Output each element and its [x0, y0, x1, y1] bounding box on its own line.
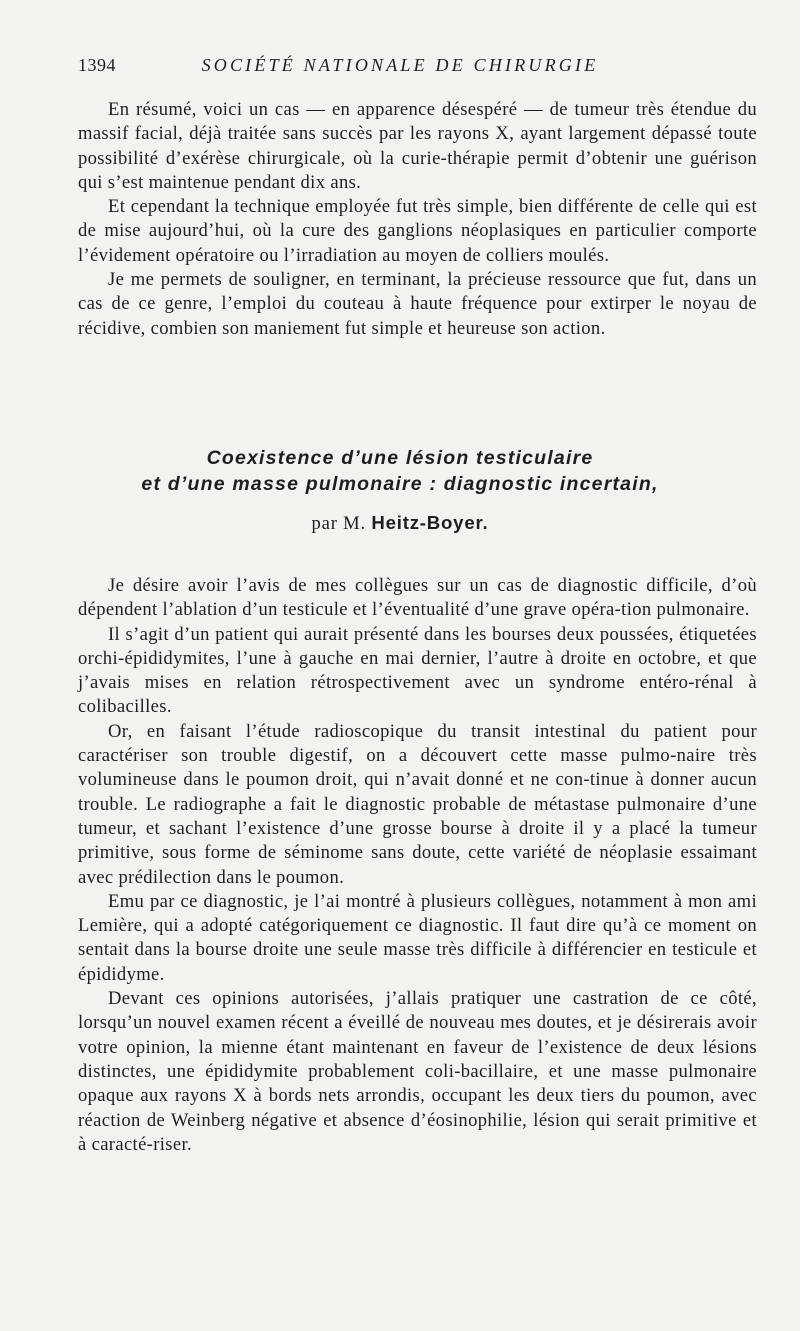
- author-name: Heitz-Boyer.: [371, 512, 489, 533]
- paragraph: Je me permets de souligner, en terminant, la précieuse ressource que fut, dans un cas de ce genre, l’emploi du couteau à haute fréquence pour extirper le noyau de récidive, combien son maniement fut simple et heureuse son action.: [78, 269, 757, 339]
- byline: [0, 512, 800, 535]
- paragraph: Il s’agit d’un patient qui aurait présenté dans les bourses deux poussées, étiquetées orchi-épididymites, l’une à gauche en mai dernier, l’autre à droite en octobre, et que j’avais mises en relation rétrospectivement avec un syndrome entéro-rénal à colibacilles.: [78, 623, 757, 718]
- article-title-line: et d’une masse pulmonaire : diagnostic incertain,: [141, 473, 659, 495]
- page-number: 1394: [78, 55, 116, 75]
- paragraph: Je désire avoir l’avis de mes collègues sur un cas de diagnostic difficile, d’où dépendent l’ablation d’un testicule et l’éventualité d’une grave opéra-tion pulmonaire.: [78, 575, 757, 621]
- article-body: [78, 574, 757, 1157]
- article-title-line: Coexistence d’une lésion testiculaire: [206, 447, 594, 469]
- byline-prefix: par M.: [311, 513, 366, 534]
- paragraph: Devant ces opinions autorisées, j’allais pratiquer une castration de ce côté, lorsqu’un nouvel examen récent a éveillé de nouveau mes doutes, et je désirerais avoir votre opinion, la mienne étant maintenant en faveur de l’existence de deux lésions distinctes, une épididymite probablement coli-bacillaire, et une masse pulmonaire opaque aux rayons X à bords nets arrondis, occupant les deux tiers du poumon, avec réaction de Weinberg négative et absence d’éosinophilie, lésion qui serait primitive et à caracté-riser.: [78, 988, 757, 1155]
- paragraph: Emu par ce diagnostic, je l’ai montré à plusieurs collègues, notamment à mon ami Lemière, qui a adopté catégoriquement ce diagnostic. Il faut dire qu’à ce moment on sentait dans la bourse droite une seule masse très difficile à différencier en testicule et épididyme.: [78, 890, 757, 985]
- article-title: [0, 445, 800, 497]
- paragraph: Or, en faisant l’étude radioscopique du transit intestinal du patient pour caractériser son trouble digestif, on a découvert cette masse pulmo-naire très volumineuse dans le poumon droit, qui n’avait donné et ne con-tinue à donner aucun trouble. Le radiographe a fait le diagnostic probable de métastase pulmonaire d’une tumeur, et sachant l’existence d’une grosse bourse à droite il y a placé la tumeur primitive, sous forme de séminome sans doute, cette variété de néoplasie essaimant avec prédilection dans le poumon.: [78, 720, 757, 888]
- running-header: [0, 55, 800, 81]
- paragraph: En résumé, voici un cas — en apparence désespéré — de tumeur très étendue du massif facial, déjà traitée sans succès par les rayons X, ayant largement dépassé toute possibilité d’exérèse chirurgicale, où la curie-thérapie permit d’obtenir une guérison qui s’est maintenue pendant dix ans.: [78, 99, 757, 193]
- paragraph: Et cependant la technique employée fut très simple, bien différente de celle qui est de mise aujourd’hui, où la cure des ganglions néoplasiques en particulier comporte l’évidement opératoire ou l’irradiation au moyen de colliers moulés.: [78, 196, 757, 266]
- journal-title: SOCIÉTÉ NATIONALE DE CHIRURGIE: [201, 55, 599, 75]
- previous-article-conclusion: [78, 98, 757, 341]
